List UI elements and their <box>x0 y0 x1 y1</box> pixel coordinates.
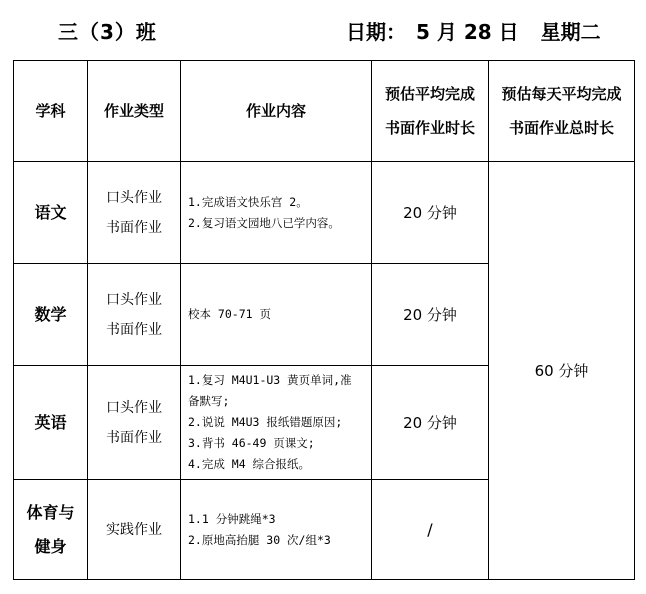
type-label: 实践作业 <box>106 521 162 538</box>
homework-table <box>13 60 635 580</box>
content-cell <box>181 480 372 580</box>
content-line: 1.复习 M4U1-U3 黄页单词,准 <box>188 373 352 387</box>
subject-label-line1: 体育与 <box>26 502 75 522</box>
content-cell <box>181 366 372 480</box>
subject-label: 语文 <box>34 202 67 222</box>
weekday: 星期二 <box>540 20 601 44</box>
content-line: 校本 70-71 页 <box>188 307 271 321</box>
header-content <box>181 61 372 162</box>
content-line: 4.完成 M4 综合报纸。 <box>188 457 311 471</box>
subject-cell <box>14 162 88 264</box>
subject-cell <box>14 366 88 480</box>
content-line: 2.原地高抬腿 30 次/组*3 <box>188 532 331 547</box>
header-type <box>88 61 181 162</box>
content-line: 2.说说 M4U3 报纸错题原因; <box>188 415 343 429</box>
table-header-row <box>14 61 635 162</box>
header-type-label: 作业类型 <box>103 102 164 120</box>
content-line: 备默写; <box>188 394 230 408</box>
type-label: 口头作业 <box>106 291 162 308</box>
content-cell <box>181 264 372 366</box>
table-row <box>14 162 635 264</box>
type-cell <box>88 480 181 580</box>
date-month: 5 月 <box>416 20 457 44</box>
header-estimate-line1: 预估平均完成 <box>384 85 475 103</box>
content-line: 1.完成语文快乐宫 2。 <box>188 194 308 209</box>
subject-label-line2: 健身 <box>34 536 67 556</box>
type-label: 书面作业 <box>106 219 162 236</box>
content-line: 3.背书 46-49 页课文; <box>188 436 315 450</box>
subject-label: 数学 <box>34 304 67 324</box>
subject-cell <box>14 480 88 580</box>
subject-cell <box>14 264 88 366</box>
header-total <box>489 61 635 162</box>
estimate-cell: 20 分钟 <box>372 366 489 480</box>
estimate-cell: / <box>372 480 489 580</box>
type-cell <box>88 366 181 480</box>
type-cell <box>88 264 181 366</box>
class-name: 三（3）班 <box>58 20 157 44</box>
estimate-cell: 20 分钟 <box>372 162 489 264</box>
estimate-cell: 20 分钟 <box>372 264 489 366</box>
type-label: 书面作业 <box>106 429 162 446</box>
content-cell <box>181 162 372 264</box>
content-line: 1.1 分钟跳绳*3 <box>188 511 276 526</box>
header-total-line2: 书面作业总时长 <box>508 119 614 137</box>
date-label: 日期： <box>346 20 406 44</box>
type-cell <box>88 162 181 264</box>
type-label: 书面作业 <box>106 321 162 338</box>
header-content-label: 作业内容 <box>245 102 306 120</box>
subject-label: 英语 <box>34 412 67 432</box>
type-label: 口头作业 <box>106 189 162 206</box>
header-estimate <box>372 61 489 162</box>
header-estimate-line2: 书面作业时长 <box>384 119 475 137</box>
header-subject <box>14 61 88 162</box>
date-line <box>346 16 601 45</box>
type-label: 口头作业 <box>106 399 162 416</box>
header-total-line1: 预估每天平均完成 <box>501 85 622 103</box>
date-day: 28 日 <box>463 20 519 44</box>
total-time-cell: 60 分钟 <box>489 162 635 580</box>
header-subject-label: 学科 <box>35 102 66 120</box>
content-line: 2.复习语文园地八已学内容。 <box>188 215 340 230</box>
page-header <box>0 0 646 58</box>
